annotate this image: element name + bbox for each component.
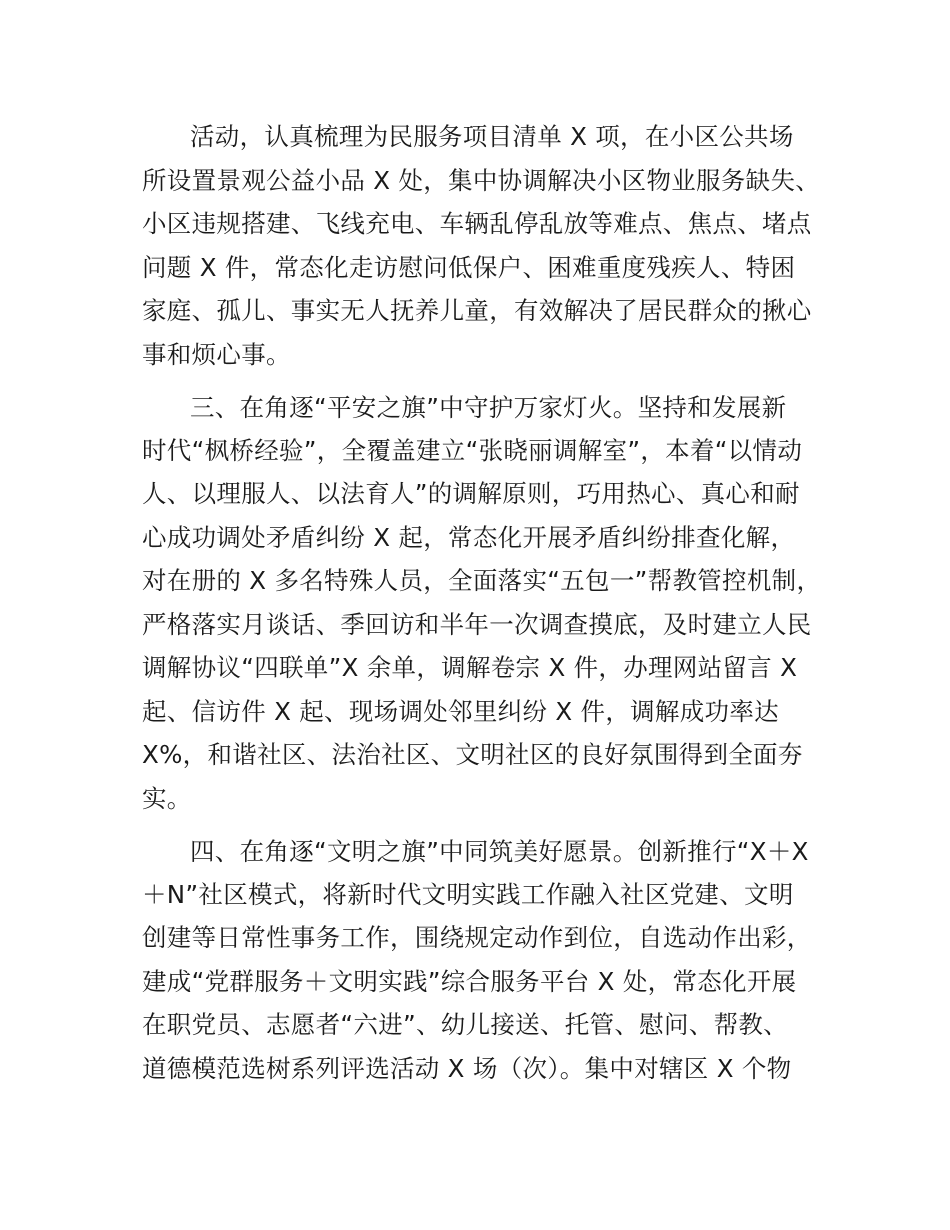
text-line: 建成“党群服务＋文明实践”综合服务平台 X 处，常态化开展	[142, 967, 797, 996]
text-line: 活动，认真梳理为民服务项目清单 X 项，在小区公共场	[190, 122, 794, 151]
text-line: 创建等日常性事务工作，围绕规定动作到位，自选动作出彩，	[142, 923, 812, 952]
text-line: 三、在角逐“平安之旗”中守护万家灯火。坚持和发展新	[190, 393, 787, 422]
text-line: 在职党员、志愿者“六进”、幼儿接送、托管、慰问、帮教、	[142, 1010, 788, 1039]
text-line: 小区违规搭建、飞线充电、车辆乱停乱放等难点、焦点、堵点	[142, 209, 812, 238]
text-line: 严格落实月谈话、季回访和半年一次调查摸底，及时建立人民	[142, 610, 812, 639]
text-line: 所设置景观公益小品 X 处，集中协调解决小区物业服务缺失、	[142, 166, 821, 195]
text-line: 时代“枫桥经验”，全覆盖建立“张晓丽调解室”，本着“以情动	[142, 436, 803, 465]
text-line: 问题 X 件，常态化走访慰问低保户、困难重度残疾人、特困	[142, 253, 796, 282]
text-line: 实。	[142, 784, 192, 813]
text-line: X%，和谐社区、法治社区、文明社区的良好氛围得到全面夯	[142, 740, 803, 769]
text-line: 起、信访件 X 起、现场调处邻里纠纷 X 件，调解成功率达	[142, 697, 779, 726]
text-line: ＋N”社区模式，将新时代文明实践工作融入社区党建、文明	[142, 880, 794, 909]
text-line: 人、以理服人、以法育人”的调解原则，巧用热心、真心和耐	[142, 479, 800, 508]
text-line: 道德模范选树系列评选活动 X 场（次）。集中对辖区 X 个物	[142, 1054, 792, 1083]
text-line: 四、在角逐“文明之旗”中同筑美好愿景。创新推行“X＋X	[190, 837, 809, 866]
text-line: 事和烦心事。	[142, 340, 291, 369]
text-line: 调解协议“四联单”X 余单，调解卷宗 X 件，办理网站留言 X	[142, 653, 798, 682]
text-line: 对在册的 X 多名特殊人员，全面落实“五包一”帮教管控机制，	[142, 566, 822, 595]
text-line: 家庭、孤儿、事实无人抚养儿童，有效解决了居民群众的揪心	[142, 296, 812, 325]
text-line: 心成功调处矛盾纠纷 X 起，常态化开展矛盾纠纷排查化解，	[142, 523, 796, 552]
